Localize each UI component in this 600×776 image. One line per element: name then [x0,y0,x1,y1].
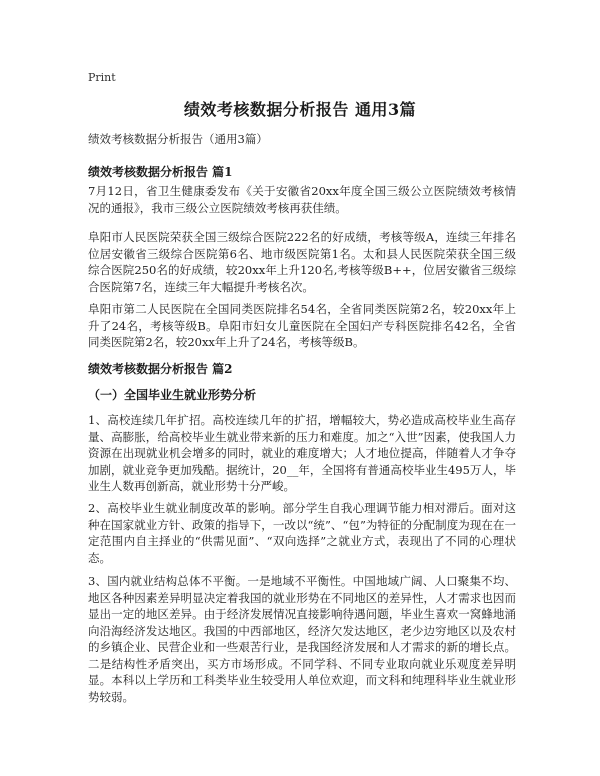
article1-heading: 绩效考核数据分析报告 篇1 [88,165,233,179]
print-label[interactable]: Print [88,71,116,84]
article2-paragraph-3: 3、国内就业结构总体不平衡。一是地域不平衡性。中国地域广阔、人口聚集不均、地区各种因素差异明显决定着我国的就业形势在不同地区的差异性，人才需求也因而显出一定的地区差异。由于经济发展情况直接影响待遇问题，毕业生喜欢一窝蜂地涌向沿海经济发达地区。我国的中西部地区，经济欠发达地区，老少边穷地区以及农村的乡镇企业、民营企业和一些艰苦行业，是我国经济发展和人才需求的新的增长点。二是结构性矛盾突出，买方市场形成。不同学科、不同专业取向就业乐观度差异明显。本科以上学历和工科类毕业生较受用人单位欢迎，而文科和纯理科毕业生就业形势较弱。 [88,574,516,704]
article1-paragraph-3: 阜阳市第二人民医院在全国同类医院排名54名，全省同类医院第2名，较20xx年上升了24名，考核等级B。阜阳市妇女儿童医院在全国妇产专科医院排名42名，全省同类医院第2名，较20xx年上升了24名，考核等级B。 [88,302,516,349]
document-title: 绩效考核数据分析报告 通用3篇 [183,100,417,119]
document-subtitle: 绩效考核数据分析报告（通用3篇） [88,132,268,146]
article2-heading: 绩效考核数据分析报告 篇2 [88,362,233,376]
article1-paragraph-1: 7月12日，省卫生健康委发布《关于安徽省20xx年度全国三级公立医院绩效考核情况的通报》，我市三级公立医院绩效考核再获佳绩。 [88,184,516,215]
article2-paragraph-1: 1、高校连续几年扩招。高校连续几年的扩招，增幅较大，势必造成高校毕业生高存量、高膨胀，给高校毕业生就业带来新的压力和难度。加之“入世”因素，使我国人力资源在出现就业机会增多的同时，就业的难度增大；人才地位提高，伴随着人才争夺加剧，就业竞争更加残酷。据统计，20__年，全国将有普通高校毕业生495万人，毕业生人数再创新高，就业形势十分严峻。 [88,413,516,493]
article1-paragraph-2: 阜阳市人民医院荣获全国三级综合医院222名的好成绩，考核等级A，连续三年排名位居安徽省三级综合医院第6名、地市级医院第1名。太和县人民医院荣获全国三级综合医院250名的好成绩，较20xx年上升120名,考核等级B++，位居安徽省三级综合医院第7名，连续三年大幅提升考核名次。 [88,230,516,294]
article2-section-heading: （一）全国毕业生就业形势分析 [88,388,257,402]
article2-paragraph-2: 2、高校毕业生就业制度改革的影响。部分学生自我心理调节能力相对滞后。面对这种在国家就业方针、政策的指导下，一改以“统”、“包”为特征的分配制度为现在在一定范围内自主择业的“供需见面”、“双向选择”之就业方式，表现出了不同的心理状态。 [88,501,516,565]
